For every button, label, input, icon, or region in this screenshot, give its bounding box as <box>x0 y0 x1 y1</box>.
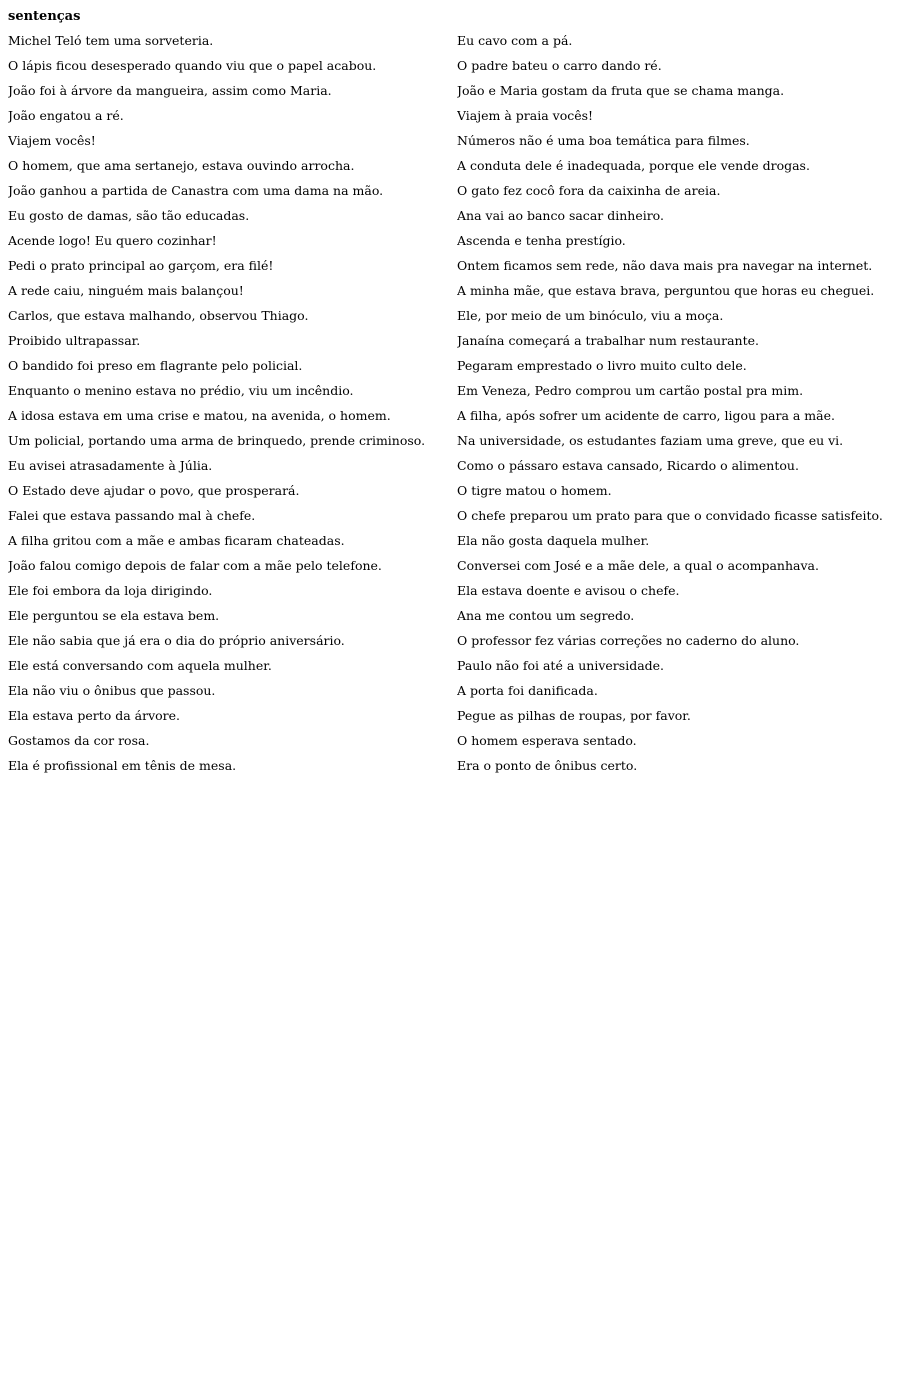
sentence-cell-left: Eu avisei atrasadamente à Júlia. <box>8 458 213 473</box>
sentence-cell-right: Ela não gosta daquela mulher. <box>457 533 650 548</box>
sentence-cell-right: Ascenda e tenha prestígio. <box>457 233 626 248</box>
sentence-cell-left: Ela estava perto da árvore. <box>8 708 181 723</box>
sentence-cell-left: Pedi o prato principal ao garçom, era filé! <box>8 258 274 273</box>
sentence-cell-right: O professor fez várias correções no caderno do aluno. <box>457 633 800 648</box>
sentence-cell-left: A idosa estava em uma crise e matou, na avenida, o homem. <box>8 408 391 423</box>
sentence-cell-right: Números não é uma boa temática para filmes. <box>457 133 750 148</box>
sentence-grid <box>8 28 913 778</box>
sentence-cell-left: Ela é profissional em tênis de mesa. <box>8 758 237 773</box>
sentence-cell-left: Enquanto o menino estava no prédio, viu um incêndio. <box>8 383 354 398</box>
sentence-sheet <box>8 6 913 778</box>
sentence-cell-right: João e Maria gostam da fruta que se chama manga. <box>457 83 785 98</box>
sentence-cell-left: Carlos, que estava malhando, observou Thiago. <box>8 308 309 323</box>
sentence-cell-left: A rede caiu, ninguém mais balançou! <box>8 283 244 298</box>
sentence-cell-right: Ontem ficamos sem rede, não dava mais pra navegar na internet. <box>457 258 873 273</box>
sentence-cell-left: Ele não sabia que já era o dia do próprio aniversário. <box>8 633 345 648</box>
column-header: sentenças <box>8 9 81 24</box>
sentence-cell-right: O homem esperava sentado. <box>457 733 637 748</box>
sentence-cell-left: João falou comigo depois de falar com a mãe pelo telefone. <box>8 558 382 573</box>
sentence-cell-right: Janaína começará a trabalhar num restaurante. <box>457 333 759 348</box>
sentence-cell-right: O chefe preparou um prato para que o convidado ficasse satisfeito. <box>457 508 883 523</box>
sentence-cell-left: Ele perguntou se ela estava bem. <box>8 608 220 623</box>
sentence-cell-right: A porta foi danificada. <box>457 683 598 698</box>
sentence-cell-right: O padre bateu o carro dando ré. <box>457 58 662 73</box>
sentence-cell-left: Proibido ultrapassar. <box>8 333 141 348</box>
sentence-cell-left: Viajem vocês! <box>8 133 96 148</box>
sentence-cell-left: Um policial, portando uma arma de brinquedo, prende criminoso. <box>8 433 426 448</box>
sentence-cell-left: Ele foi embora da loja dirigindo. <box>8 583 213 598</box>
sentence-cell-right: Eu cavo com a pá. <box>457 33 573 48</box>
sentence-cell-left: A filha gritou com a mãe e ambas ficaram chateadas. <box>8 533 345 548</box>
sentence-cell-left: O Estado deve ajudar o povo, que prosperará. <box>8 483 300 498</box>
sentence-cell-left: Ela não viu o ônibus que passou. <box>8 683 216 698</box>
sentence-cell-right: Ele, por meio de um binóculo, viu a moça. <box>457 308 724 323</box>
sentence-cell-right: A minha mãe, que estava brava, perguntou que horas eu cheguei. <box>457 283 875 298</box>
sentence-cell-right: Ana me contou um segredo. <box>457 608 635 623</box>
sentence-cell-right: Pegue as pilhas de roupas, por favor. <box>457 708 691 723</box>
sentence-cell-right: Na universidade, os estudantes faziam uma greve, que eu vi. <box>457 433 844 448</box>
sentence-cell-right: Como o pássaro estava cansado, Ricardo o alimentou. <box>457 458 799 473</box>
sentence-cell-right: Conversei com José e a mãe dele, a qual o acompanhava. <box>457 558 819 573</box>
sentence-cell-left: Gostamos da cor rosa. <box>8 733 150 748</box>
sentence-cell-right: Ela estava doente e avisou o chefe. <box>457 583 680 598</box>
sentence-cell-right: O gato fez cocô fora da caixinha de areia. <box>457 183 721 198</box>
sentence-cell-right: Viajem à praia vocês! <box>457 108 594 123</box>
sentence-cell-left: João engatou a ré. <box>8 108 124 123</box>
sentence-cell-right: Era o ponto de ônibus certo. <box>457 758 638 773</box>
sentence-cell-left: Falei que estava passando mal à chefe. <box>8 508 256 523</box>
sentence-cell-right: Paulo não foi até a universidade. <box>457 658 665 673</box>
sentence-cell-right: Pegaram emprestado o livro muito culto dele. <box>457 358 747 373</box>
sentence-cell-left: Michel Teló tem uma sorveteria. <box>8 33 214 48</box>
sentence-cell-right: A conduta dele é inadequada, porque ele vende drogas. <box>457 158 810 173</box>
sentence-cell-left: O bandido foi preso em flagrante pelo policial. <box>8 358 303 373</box>
sentence-cell-right: Em Veneza, Pedro comprou um cartão postal pra mim. <box>457 383 804 398</box>
sentence-cell-left: João foi à árvore da mangueira, assim como Maria. <box>8 83 332 98</box>
sentence-cell-left: João ganhou a partida de Canastra com uma dama na mão. <box>8 183 384 198</box>
sentence-cell-left: O homem, que ama sertanejo, estava ouvindo arrocha. <box>8 158 355 173</box>
sentence-cell-left: Ele está conversando com aquela mulher. <box>8 658 272 673</box>
sentence-cell-left: O lápis ficou desesperado quando viu que o papel acabou. <box>8 58 377 73</box>
sentence-cell-right: Ana vai ao banco sacar dinheiro. <box>457 208 664 223</box>
sentence-cell-left: Acende logo! Eu quero cozinhar! <box>8 233 217 248</box>
sentence-cell-right: A filha, após sofrer um acidente de carro, ligou para a mãe. <box>457 408 835 423</box>
sentence-cell-right: O tigre matou o homem. <box>457 483 612 498</box>
sentence-cell-left: Eu gosto de damas, são tão educadas. <box>8 208 250 223</box>
